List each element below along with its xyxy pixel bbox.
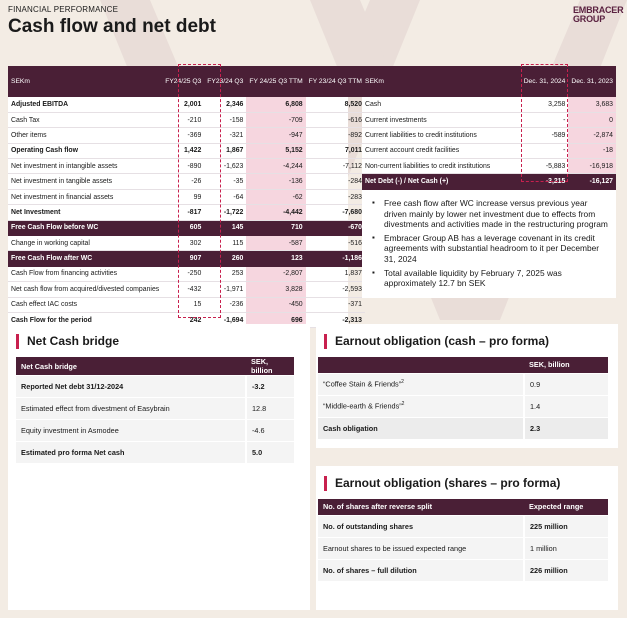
value-cell: -26: [162, 174, 204, 189]
row-label: Other items: [8, 128, 162, 143]
value-cell: -210: [162, 112, 204, 127]
page-title: Cash flow and net debt: [8, 16, 216, 37]
row-label: Cash Flow from financing activities: [8, 266, 162, 281]
footnote-marker: 2: [401, 401, 405, 408]
value-cell: -5,883: [521, 159, 569, 174]
value-cell: 1.4: [524, 395, 608, 417]
row-label: Change in working capital: [8, 236, 162, 251]
column-header: SEK, billion: [246, 357, 294, 376]
row-label: Net Debt (-) / Net Cash (+): [362, 174, 521, 189]
cashflow-table: [8, 66, 365, 328]
row-label: Free Cash Flow before WC: [8, 220, 162, 235]
row-label: Net investment in financial assets: [8, 189, 162, 204]
value-cell: -450: [246, 297, 305, 312]
value-cell: -4,442: [246, 205, 305, 220]
value-cell: 145: [204, 220, 246, 235]
value-cell: 1 million: [524, 537, 608, 559]
panel-title: Net Cash bridge: [16, 334, 310, 349]
row-label: Current investments: [362, 112, 521, 127]
bullet-item: ▪ Total available liquidity by February 7, 2025 was approximately 12.7 bn SEK: [370, 268, 608, 289]
value-cell: 253: [204, 266, 246, 281]
row-label: Non-current liabilities to credit institutions: [362, 159, 521, 174]
value-cell: 3,258: [521, 97, 569, 112]
value-cell: -2,807: [246, 266, 305, 281]
table-row: [362, 174, 616, 189]
value-cell: -2,593: [306, 282, 365, 297]
column-header: Dec. 31, 2024: [521, 66, 569, 97]
value-cell: 5,152: [246, 143, 305, 158]
table-row: [362, 128, 616, 143]
value-cell: -1,971: [204, 282, 246, 297]
row-label: Reported Net debt 31/12-2024: [16, 376, 246, 398]
value-cell: 260: [204, 251, 246, 266]
table-row: [8, 297, 365, 312]
value-cell: -2,313: [306, 312, 365, 327]
table-row: [16, 376, 294, 398]
value-cell: -587: [246, 236, 305, 251]
row-label: Current account credit facilities: [362, 143, 521, 158]
earnout-shares-panel: [316, 466, 618, 610]
value-cell: -64: [204, 189, 246, 204]
column-header: Net Cash bridge: [16, 357, 246, 376]
value-cell: -4,244: [246, 159, 305, 174]
value-cell: -817: [162, 205, 204, 220]
netdebt-card: [362, 66, 616, 190]
panel-title: Earnout obligation (shares – pro forma): [324, 476, 618, 491]
earnout-cash-panel: [316, 324, 618, 448]
table-row: [8, 112, 365, 127]
value-cell: 0.9: [524, 373, 608, 395]
value-cell: 242: [162, 312, 204, 327]
table-row: [8, 236, 365, 251]
table-header-row: [362, 66, 616, 97]
value-cell: -947: [246, 128, 305, 143]
row-label: No. of shares – full dilution: [318, 559, 524, 581]
row-label: “Coffee Stain & Friends”$^2$: [318, 373, 524, 395]
earnout-shares-table: [318, 499, 608, 582]
table-row: [362, 112, 616, 127]
cashflow-card: [8, 66, 362, 328]
value-cell: 225 million: [524, 515, 608, 537]
value-cell: -516: [306, 236, 365, 251]
value-cell: 115: [204, 236, 246, 251]
value-cell: -1,694: [204, 312, 246, 327]
table-row: [362, 97, 616, 112]
net-cash-bridge-panel: [8, 324, 310, 610]
value-cell: -62: [246, 189, 305, 204]
value-cell: -3.2: [246, 376, 294, 398]
value-cell: -1,186: [306, 251, 365, 266]
table-header-row: [318, 499, 608, 515]
value-cell: -1,623: [204, 159, 246, 174]
value-cell: -709: [246, 112, 305, 127]
table-row: [8, 174, 365, 189]
value-cell: 302: [162, 236, 204, 251]
column-header: [318, 357, 524, 373]
table-row: [8, 251, 365, 266]
value-cell: 0: [568, 112, 616, 127]
value-cell: -1,722: [204, 205, 246, 220]
value-cell: -2,874: [568, 128, 616, 143]
row-label: Free Cash Flow after WC: [8, 251, 162, 266]
value-cell: 226 million: [524, 559, 608, 581]
column-header: SEKm: [362, 66, 521, 97]
value-cell: -158: [204, 112, 246, 127]
net-cash-bridge-table: [16, 357, 294, 464]
value-cell: -890: [162, 159, 204, 174]
row-label: Cash obligation: [318, 417, 524, 439]
table-row: [8, 159, 365, 174]
value-cell: -369: [162, 128, 204, 143]
column-header: FY24/25 Q3: [162, 66, 204, 97]
row-label: No. of outstanding shares: [318, 515, 524, 537]
footnote-marker: 2: [401, 379, 404, 386]
value-cell: -284: [306, 174, 365, 189]
table-row: [16, 420, 294, 442]
value-cell: -321: [204, 128, 246, 143]
value-cell: -283: [306, 189, 365, 204]
earnout-cash-table: [318, 357, 608, 440]
table-row: [8, 143, 365, 158]
row-label: Net investment in tangible assets: [8, 174, 162, 189]
value-cell: 7,011: [306, 143, 365, 158]
value-cell: 907: [162, 251, 204, 266]
row-label: Adjusted EBITDA: [8, 97, 162, 112]
value-cell: -16,918: [568, 159, 616, 174]
value-cell: 605: [162, 220, 204, 235]
value-cell: 123: [246, 251, 305, 266]
row-label: Equity investment in Asmodee: [16, 420, 246, 442]
value-cell: -136: [246, 174, 305, 189]
value-cell: -18: [568, 143, 616, 158]
section-eyebrow: FINANCIAL PERFORMANCE: [8, 5, 119, 14]
column-header: Expected range: [524, 499, 608, 515]
bullet-item: ▪ Free cash flow after WC increase versus previous year driven mainly by lower net investment due to effects from divestments and activities made in the restructuring program: [370, 198, 608, 230]
table-row: [362, 159, 616, 174]
table-row: [318, 559, 608, 581]
table-header-row: [318, 357, 608, 373]
value-cell: 99: [162, 189, 204, 204]
value-cell: -: [521, 112, 569, 127]
row-label: Estimated effect from divestment of Easybrain: [16, 398, 246, 420]
table-row: [16, 442, 294, 464]
value-cell: 15: [162, 297, 204, 312]
row-label: Operating Cash flow: [8, 143, 162, 158]
value-cell: 3,828: [246, 282, 305, 297]
row-label: “Middle-earth & Friends”$^2$: [318, 395, 524, 417]
value-cell: 696: [246, 312, 305, 327]
value-cell: -7,112: [306, 159, 365, 174]
value-cell: 710: [246, 220, 305, 235]
value-cell: -616: [306, 112, 365, 127]
company-logo: EMBRACER GROUP: [573, 5, 624, 24]
row-label: Cash Flow for the period: [8, 312, 162, 327]
value-cell: 2,346: [204, 97, 246, 112]
row-label: Current liabilities to credit institutions: [362, 128, 521, 143]
column-header: No. of shares after reverse split: [318, 499, 524, 515]
value-cell: -236: [204, 297, 246, 312]
column-header: Dec. 31, 2023: [568, 66, 616, 97]
column-header: SEK, billion: [524, 357, 608, 373]
table-header-row: [8, 66, 365, 97]
value-cell: 5.0: [246, 442, 294, 464]
value-cell: 12.8: [246, 398, 294, 420]
value-cell: -670: [306, 220, 365, 235]
value-cell: -7,680: [306, 205, 365, 220]
table-row: [8, 282, 365, 297]
value-cell: -16,127: [568, 174, 616, 189]
table-row: [8, 266, 365, 281]
row-label: Estimated pro forma Net cash: [16, 442, 246, 464]
table-row: [16, 398, 294, 420]
value-cell: 3,683: [568, 97, 616, 112]
value-cell: -892: [306, 128, 365, 143]
row-label: Cash Tax: [8, 112, 162, 127]
value-cell: 1,422: [162, 143, 204, 158]
value-cell: -589: [521, 128, 569, 143]
table-row: [8, 189, 365, 204]
value-cell: -250: [162, 266, 204, 281]
table-row: [8, 220, 365, 235]
row-label: Net cash flow from acquired/divested companies: [8, 282, 162, 297]
value-cell: 2,001: [162, 97, 204, 112]
table-row: [318, 395, 608, 417]
bullet-item: ▪ Embracer Group AB has a leverage covenant in its credit agreements with substantial headroom to it per December 31, 2024: [370, 233, 608, 265]
value-cell: 6,808: [246, 97, 305, 112]
value-cell: 1,837: [306, 266, 365, 281]
column-header: FY 23/24 Q3 TTM: [306, 66, 365, 97]
column-header: FY23/24 Q3: [204, 66, 246, 97]
table-row: [8, 205, 365, 220]
value-cell: -432: [162, 282, 204, 297]
row-label: Cash: [362, 97, 521, 112]
value-cell: -371: [306, 297, 365, 312]
row-label: Net Investment: [8, 205, 162, 220]
value-cell: -: [521, 143, 569, 158]
row-label: Net investment in intangible assets: [8, 159, 162, 174]
value-cell: -35: [204, 174, 246, 189]
table-row: [8, 97, 365, 112]
column-header: FY 24/25 Q3 TTM: [246, 66, 305, 97]
netdebt-table: [362, 66, 616, 190]
table-header-row: [16, 357, 294, 376]
row-label: Earnout shares to be issued expected range: [318, 537, 524, 559]
column-header: SEKm: [8, 66, 162, 97]
table-row: [318, 373, 608, 395]
table-row: [318, 417, 608, 439]
value-cell: 1,867: [204, 143, 246, 158]
value-cell: 8,520: [306, 97, 365, 112]
table-row: [318, 537, 608, 559]
commentary-bullets: [362, 190, 616, 298]
panel-title: Earnout obligation (cash – pro forma): [324, 334, 618, 349]
value-cell: 2.3: [524, 417, 608, 439]
table-row: [362, 143, 616, 158]
table-row: [8, 128, 365, 143]
table-row: [318, 515, 608, 537]
value-cell: -4.6: [246, 420, 294, 442]
value-cell: -3,215: [521, 174, 569, 189]
row-label: Cash effect IAC costs: [8, 297, 162, 312]
